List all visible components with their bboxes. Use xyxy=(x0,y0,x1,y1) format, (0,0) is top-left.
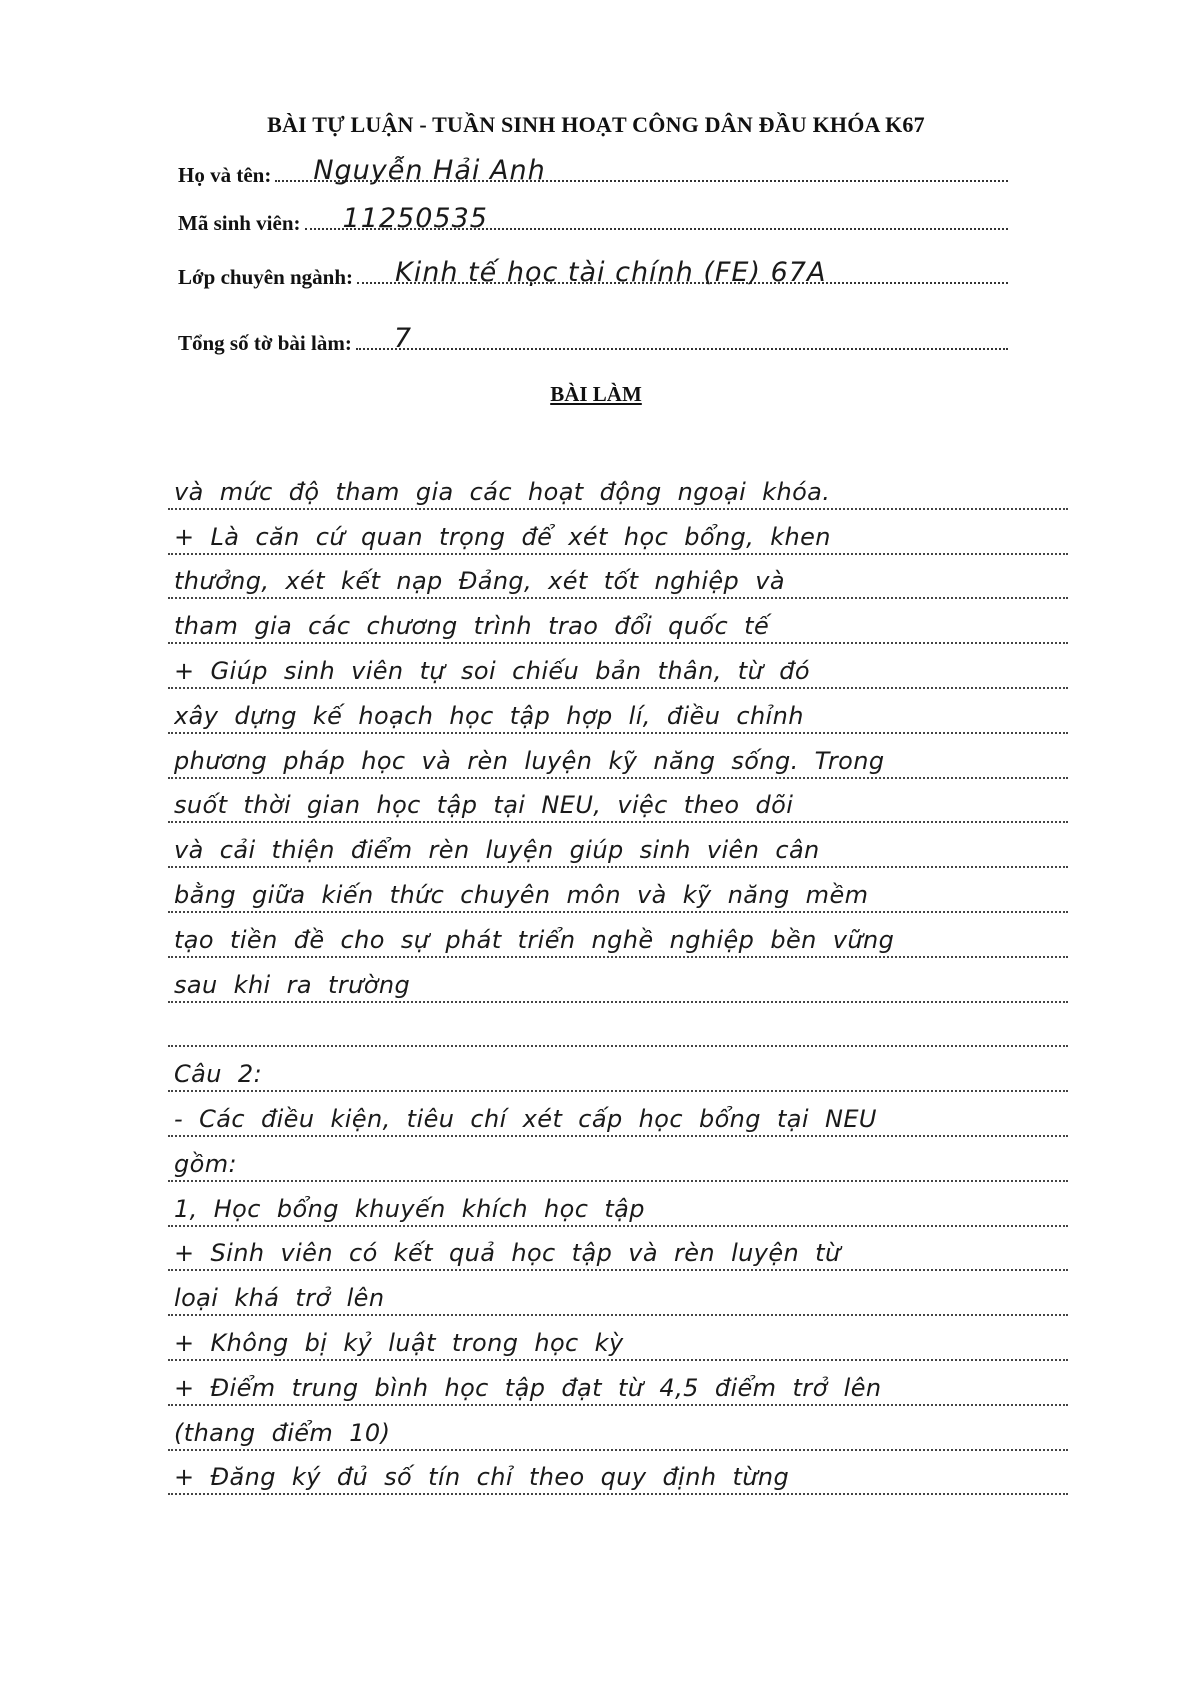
section-title xyxy=(0,382,1192,407)
answer-line xyxy=(168,1092,1068,1137)
answer-line xyxy=(168,1406,1068,1451)
total-pages-fill xyxy=(356,318,1008,354)
answer-line-text: Câu 2: xyxy=(174,1060,263,1089)
answer-line-text: + Là căn cứ quan trọng để xét học bổng, khen xyxy=(174,522,831,551)
answer-line-text: + Điểm trung bình học tập đạt từ 4,5 điểm trở lên xyxy=(174,1373,882,1402)
answer-line xyxy=(168,1316,1068,1361)
answer-line-text: và mức độ tham gia các hoạt động ngoại khóa. xyxy=(174,477,831,506)
total-pages-value: 7 xyxy=(393,323,413,354)
section-title-text: BÀI LÀM xyxy=(550,382,642,406)
answer-line xyxy=(168,510,1068,555)
answer-line xyxy=(168,868,1068,913)
major-class-field xyxy=(178,252,1008,292)
answer-line xyxy=(168,1137,1068,1182)
answer-line-text: gồm: xyxy=(174,1149,237,1178)
total-pages-label: Tổng số tờ bài làm: xyxy=(178,331,352,355)
answer-line xyxy=(168,823,1068,868)
answer-line xyxy=(168,734,1068,779)
page-title: BÀI TỰ LUẬN - TUẦN SINH HOẠT CÔNG DÂN ĐẦU KHÓA K67 xyxy=(267,112,925,137)
answer-line-text: bằng giữa kiến thức chuyên môn và kỹ năng mềm xyxy=(174,880,869,909)
student-id-field xyxy=(178,198,1008,238)
major-class-label: Lớp chuyên ngành: xyxy=(178,265,354,289)
answer-line-text: sau khi ra trường xyxy=(174,970,411,999)
answer-line xyxy=(168,689,1068,734)
answer-body xyxy=(168,465,1068,1495)
name-label: Họ và tên: xyxy=(178,163,272,187)
name-field xyxy=(178,150,1008,190)
answer-line-text: - Các điều kiện, tiêu chí xét cấp học bổng tại NEU xyxy=(174,1104,877,1133)
answer-line-text: tạo tiền đề cho sự phát triển nghề nghiệp bền vững xyxy=(174,925,895,954)
answer-line xyxy=(168,913,1068,958)
answer-line-text: loại khá trở lên xyxy=(174,1284,385,1313)
answer-line xyxy=(168,555,1068,600)
answer-line-text: + Đăng ký đủ số tín chỉ theo quy định từng xyxy=(174,1463,790,1492)
answer-line xyxy=(168,1361,1068,1406)
answer-line-text: + Sinh viên có kết quả học tập và rèn luyện từ xyxy=(174,1239,841,1268)
student-id-label: Mã sinh viên: xyxy=(178,211,301,235)
answer-line-text: tham gia các chương trình trao đổi quốc tế xyxy=(174,612,770,641)
answer-line xyxy=(168,958,1068,1003)
answer-line-text: + Không bị kỷ luật trong học kỳ xyxy=(174,1328,624,1357)
answer-line xyxy=(168,1227,1068,1272)
answer-line-text: và cải thiện điểm rèn luyện giúp sinh viên cân xyxy=(174,836,820,865)
answer-line xyxy=(168,1047,1068,1092)
answer-line xyxy=(168,779,1068,824)
major-class-fill xyxy=(357,252,1008,288)
student-id-fill xyxy=(305,198,1008,234)
answer-line-text: xây dựng kế hoạch học tập hợp lí, điều chỉnh xyxy=(174,701,804,730)
answer-line-text: (thang điểm 10) xyxy=(174,1418,391,1447)
answer-line-text: suốt thời gian học tập tại NEU, việc theo dõi xyxy=(174,791,794,820)
answer-line-text: phương pháp học và rèn luyện kỹ năng sống. Trong xyxy=(174,746,885,775)
answer-line xyxy=(168,465,1068,510)
total-pages-field xyxy=(178,318,1008,358)
major-class-value: Kinh tế học tài chính (FE) 67A xyxy=(395,257,827,288)
answer-line xyxy=(168,1182,1068,1227)
answer-line xyxy=(168,599,1068,644)
name-fill xyxy=(275,150,1008,186)
answer-line-text: + Giúp sinh viên tự soi chiếu bản thân, từ đó xyxy=(174,656,810,685)
answer-line-text: 1, Học bổng khuyến khích học tập xyxy=(174,1194,645,1223)
name-value: Nguyễn Hải Anh xyxy=(313,155,546,186)
answer-line xyxy=(168,1271,1068,1316)
answer-line-text: thưởng, xét kết nạp Đảng, xét tốt nghiệp và xyxy=(174,567,785,596)
answer-line xyxy=(168,1451,1068,1496)
answer-line xyxy=(168,1003,1068,1048)
student-id-value: 11250535 xyxy=(342,203,488,234)
answer-line xyxy=(168,644,1068,689)
